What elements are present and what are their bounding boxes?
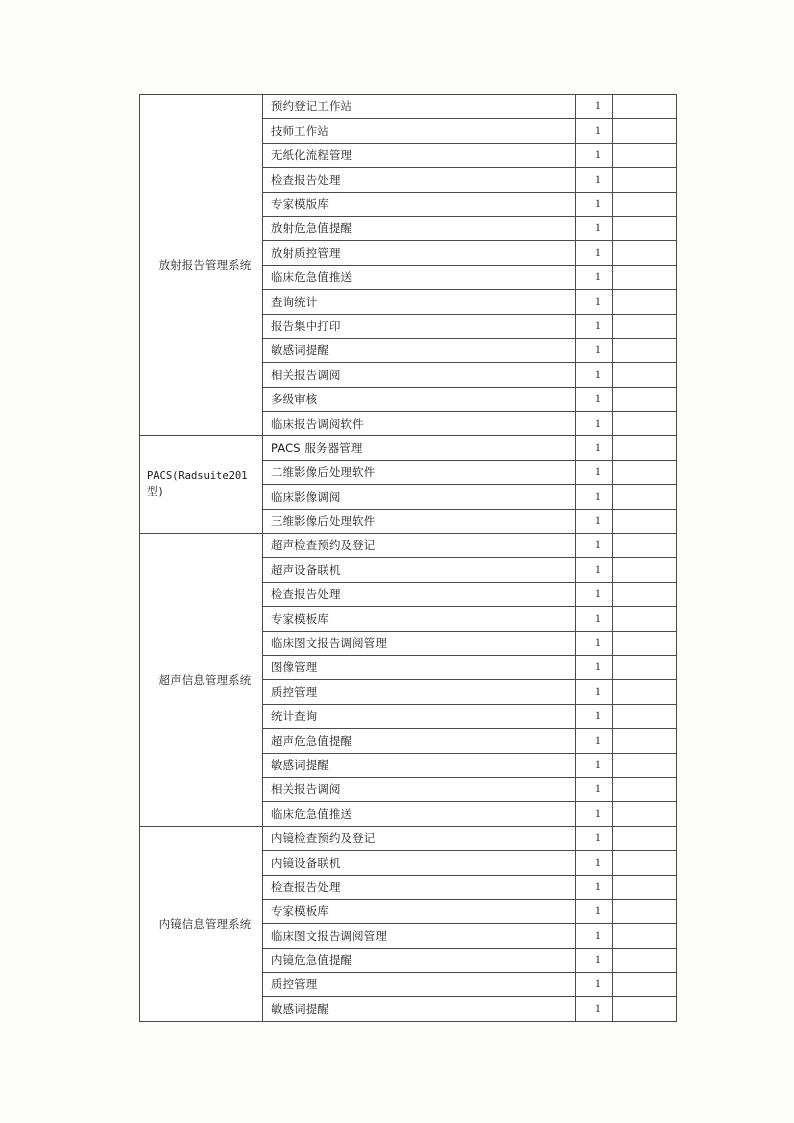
module-name-cell: 内镜危急值提醒 bbox=[263, 948, 576, 972]
module-name-cell: PACS 服务器管理 bbox=[263, 436, 576, 460]
quantity-cell: 1 bbox=[576, 802, 613, 826]
group-label-cell: 内镜信息管理系统 bbox=[140, 826, 263, 1021]
quantity-cell: 1 bbox=[576, 412, 613, 436]
remark-cell bbox=[613, 338, 677, 362]
remark-cell bbox=[613, 948, 677, 972]
quantity-cell: 1 bbox=[576, 777, 613, 801]
remark-cell bbox=[613, 509, 677, 533]
quantity-cell: 1 bbox=[576, 631, 613, 655]
remark-cell bbox=[613, 241, 677, 265]
remark-cell bbox=[613, 534, 677, 558]
quantity-cell: 1 bbox=[576, 143, 613, 167]
module-name-cell: 放射危急值提醒 bbox=[263, 216, 576, 240]
module-name-cell: 临床图文报告调阅管理 bbox=[263, 924, 576, 948]
module-name-cell: 临床报告调阅软件 bbox=[263, 412, 576, 436]
remark-cell bbox=[613, 387, 677, 411]
software-module-table bbox=[139, 94, 677, 1022]
remark-cell bbox=[613, 436, 677, 460]
table-body bbox=[140, 95, 677, 1022]
module-name-cell: 报告集中打印 bbox=[263, 314, 576, 338]
remark-cell bbox=[613, 192, 677, 216]
quantity-cell: 1 bbox=[576, 558, 613, 582]
module-name-cell: 内镜检查预约及登记 bbox=[263, 826, 576, 850]
module-name-cell: 专家模板库 bbox=[263, 607, 576, 631]
remark-cell bbox=[613, 314, 677, 338]
module-name-cell: 统计查询 bbox=[263, 704, 576, 728]
remark-cell bbox=[613, 168, 677, 192]
module-name-cell: 超声设备联机 bbox=[263, 558, 576, 582]
quantity-cell: 1 bbox=[576, 216, 613, 240]
quantity-cell: 1 bbox=[576, 704, 613, 728]
remark-cell bbox=[613, 704, 677, 728]
quantity-cell: 1 bbox=[576, 363, 613, 387]
remark-cell bbox=[613, 631, 677, 655]
remark-cell bbox=[613, 997, 677, 1021]
remark-cell bbox=[613, 973, 677, 997]
remark-cell bbox=[613, 582, 677, 606]
quantity-cell: 1 bbox=[576, 192, 613, 216]
remark-cell bbox=[613, 460, 677, 484]
module-name-cell: 超声检查预约及登记 bbox=[263, 534, 576, 558]
table-row bbox=[140, 436, 677, 460]
module-name-cell: 二维影像后处理软件 bbox=[263, 460, 576, 484]
quantity-cell: 1 bbox=[576, 655, 613, 679]
module-name-cell: 敏感词提醒 bbox=[263, 997, 576, 1021]
quantity-cell: 1 bbox=[576, 899, 613, 923]
quantity-cell: 1 bbox=[576, 948, 613, 972]
remark-cell bbox=[613, 558, 677, 582]
module-name-cell: 图像管理 bbox=[263, 655, 576, 679]
remark-cell bbox=[613, 802, 677, 826]
module-name-cell: 质控管理 bbox=[263, 973, 576, 997]
module-name-cell: 临床危急值推送 bbox=[263, 265, 576, 289]
module-name-cell: 技师工作站 bbox=[263, 119, 576, 143]
module-name-cell: 查询统计 bbox=[263, 290, 576, 314]
remark-cell bbox=[613, 485, 677, 509]
remark-cell bbox=[613, 607, 677, 631]
table-row bbox=[140, 826, 677, 850]
module-name-cell: 预约登记工作站 bbox=[263, 95, 576, 119]
quantity-cell: 1 bbox=[576, 680, 613, 704]
module-name-cell: 内镜设备联机 bbox=[263, 851, 576, 875]
quantity-cell: 1 bbox=[576, 534, 613, 558]
remark-cell bbox=[613, 875, 677, 899]
remark-cell bbox=[613, 826, 677, 850]
remark-cell bbox=[613, 95, 677, 119]
module-name-cell: 临床影像调阅 bbox=[263, 485, 576, 509]
module-name-cell: 相关报告调阅 bbox=[263, 777, 576, 801]
spec-table-container bbox=[139, 94, 676, 1022]
quantity-cell: 1 bbox=[576, 607, 613, 631]
module-name-cell: 专家模版库 bbox=[263, 192, 576, 216]
quantity-cell: 1 bbox=[576, 875, 613, 899]
module-name-cell: 检查报告处理 bbox=[263, 875, 576, 899]
quantity-cell: 1 bbox=[576, 265, 613, 289]
quantity-cell: 1 bbox=[576, 509, 613, 533]
quantity-cell: 1 bbox=[576, 338, 613, 362]
group-label-cell: 放射报告管理系统 bbox=[140, 95, 263, 436]
module-name-cell: 检查报告处理 bbox=[263, 582, 576, 606]
quantity-cell: 1 bbox=[576, 826, 613, 850]
remark-cell bbox=[613, 729, 677, 753]
module-name-cell: 临床危急值推送 bbox=[263, 802, 576, 826]
quantity-cell: 1 bbox=[576, 924, 613, 948]
remark-cell bbox=[613, 777, 677, 801]
module-name-cell: 多级审核 bbox=[263, 387, 576, 411]
quantity-cell: 1 bbox=[576, 290, 613, 314]
remark-cell bbox=[613, 753, 677, 777]
remark-cell bbox=[613, 119, 677, 143]
quantity-cell: 1 bbox=[576, 485, 613, 509]
module-name-cell: 三维影像后处理软件 bbox=[263, 509, 576, 533]
quantity-cell: 1 bbox=[576, 314, 613, 338]
quantity-cell: 1 bbox=[576, 168, 613, 192]
module-name-cell: 敏感词提醒 bbox=[263, 338, 576, 362]
remark-cell bbox=[613, 680, 677, 704]
remark-cell bbox=[613, 363, 677, 387]
remark-cell bbox=[613, 924, 677, 948]
remark-cell bbox=[613, 290, 677, 314]
quantity-cell: 1 bbox=[576, 997, 613, 1021]
quantity-cell: 1 bbox=[576, 95, 613, 119]
quantity-cell: 1 bbox=[576, 241, 613, 265]
quantity-cell: 1 bbox=[576, 729, 613, 753]
module-name-cell: 超声危急值提醒 bbox=[263, 729, 576, 753]
quantity-cell: 1 bbox=[576, 851, 613, 875]
module-name-cell: 质控管理 bbox=[263, 680, 576, 704]
remark-cell bbox=[613, 899, 677, 923]
quantity-cell: 1 bbox=[576, 387, 613, 411]
group-label-cell: 超声信息管理系统 bbox=[140, 534, 263, 827]
table-row bbox=[140, 95, 677, 119]
module-name-cell: 相关报告调阅 bbox=[263, 363, 576, 387]
group-label-cell: PACS(Radsuite201型) bbox=[140, 436, 263, 534]
quantity-cell: 1 bbox=[576, 973, 613, 997]
remark-cell bbox=[613, 216, 677, 240]
module-name-cell: 专家模板库 bbox=[263, 899, 576, 923]
quantity-cell: 1 bbox=[576, 119, 613, 143]
remark-cell bbox=[613, 412, 677, 436]
remark-cell bbox=[613, 655, 677, 679]
module-name-cell: 放射质控管理 bbox=[263, 241, 576, 265]
table-row bbox=[140, 534, 677, 558]
module-name-cell: 敏感词提醒 bbox=[263, 753, 576, 777]
module-name-cell: 无纸化流程管理 bbox=[263, 143, 576, 167]
quantity-cell: 1 bbox=[576, 582, 613, 606]
module-name-cell: 临床图文报告调阅管理 bbox=[263, 631, 576, 655]
quantity-cell: 1 bbox=[576, 460, 613, 484]
remark-cell bbox=[613, 851, 677, 875]
quantity-cell: 1 bbox=[576, 436, 613, 460]
remark-cell bbox=[613, 143, 677, 167]
module-name-cell: 检查报告处理 bbox=[263, 168, 576, 192]
quantity-cell: 1 bbox=[576, 753, 613, 777]
remark-cell bbox=[613, 265, 677, 289]
